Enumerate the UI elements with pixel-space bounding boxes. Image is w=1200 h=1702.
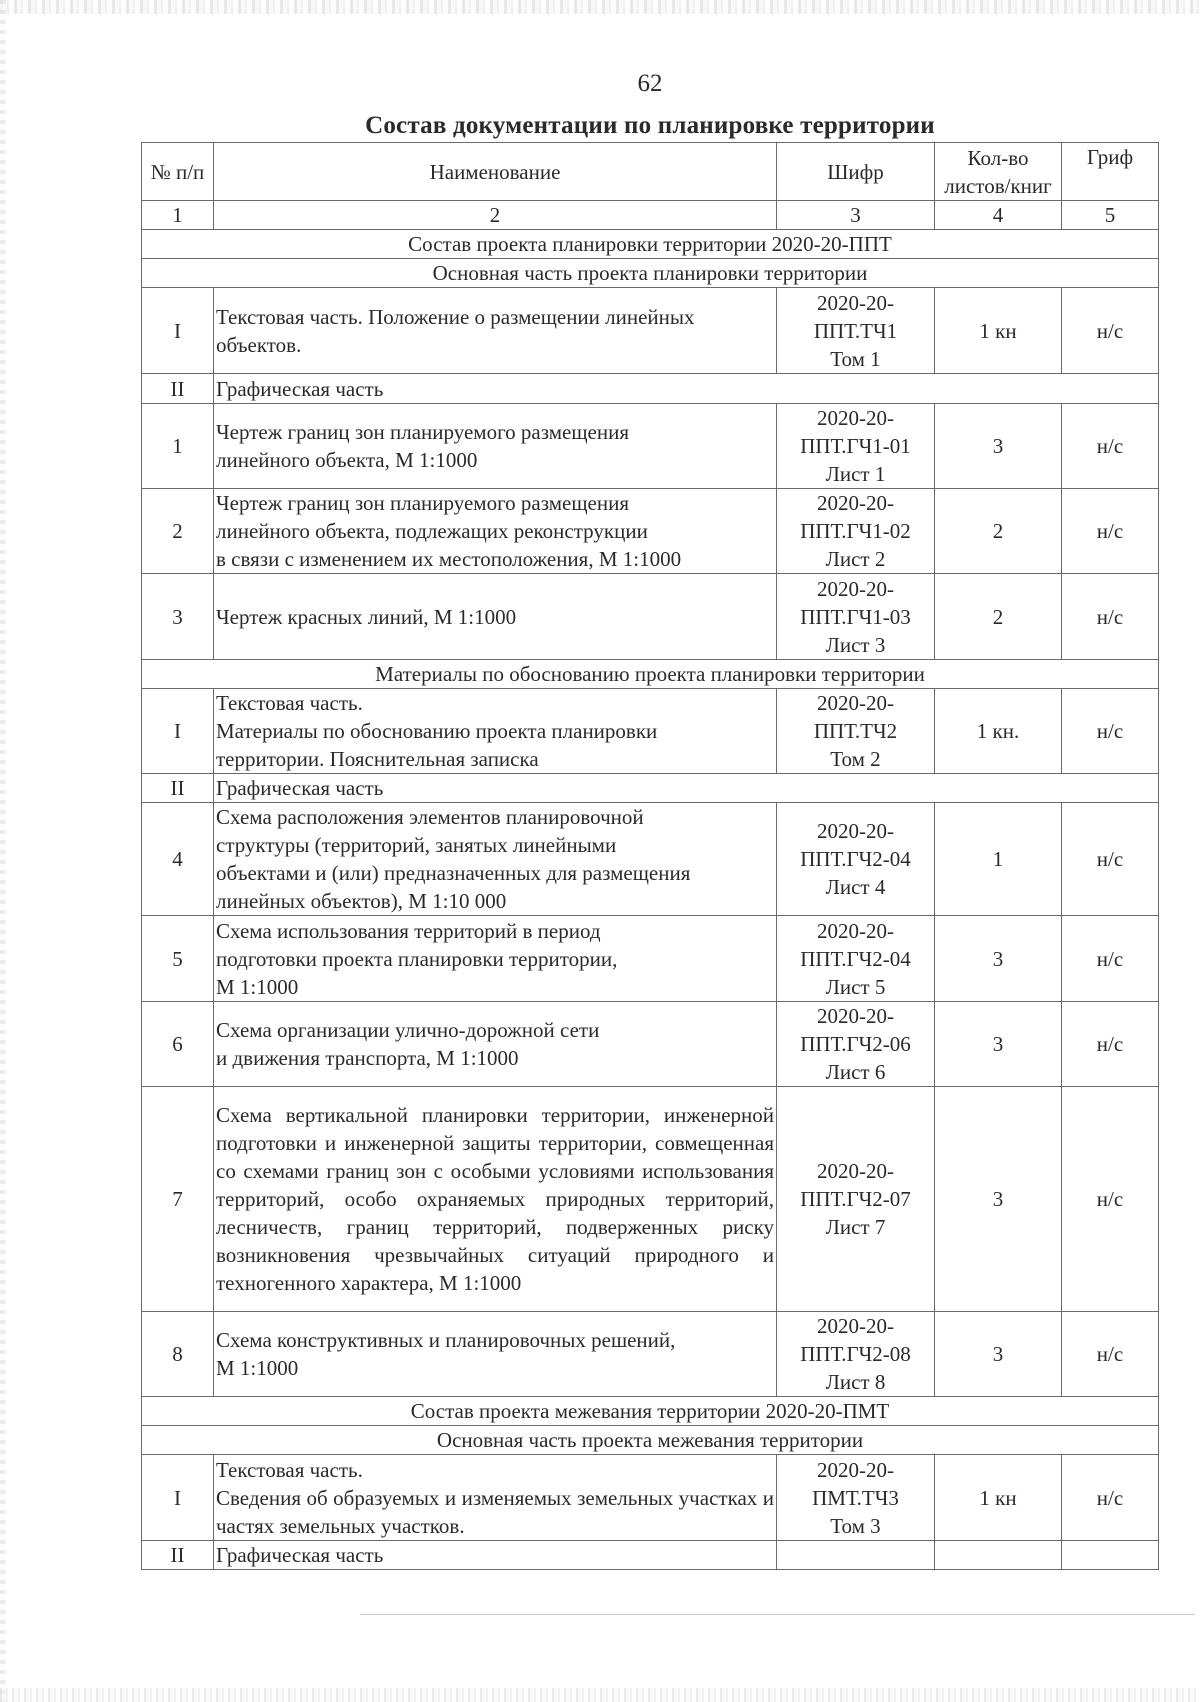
row-num: II [142, 374, 214, 404]
row-num: 8 [142, 1312, 214, 1397]
table-header [142, 143, 1159, 230]
row-grif: н/с [1062, 404, 1159, 489]
document-title: Состав документации по планировке территории [365, 112, 935, 139]
table-row [142, 1087, 1159, 1312]
row-qty: 3 [935, 916, 1062, 1002]
row-grif: н/с [1062, 916, 1159, 1002]
row-name: Схема организации улично-дорожной сети и движения транспорта, М 1:1000 [214, 1002, 777, 1087]
empty-cell [777, 1541, 935, 1570]
row-name: Схема использования территорий в период подготовки проекта планировки территории, М 1:1000 [214, 916, 777, 1002]
row-name: Чертеж красных линий, М 1:1000 [214, 574, 777, 660]
graphic-part-label: Графическая часть [214, 774, 1159, 803]
section-title-ppt: Состав проекта планировки территории 2020-20-ППТ [142, 230, 1159, 259]
table-row [142, 803, 1159, 916]
subsection-title-ppt-justification: Материалы по обоснованию проекта планировки территории [142, 660, 1159, 689]
row-code: 2020-20- ППТ.ГЧ1-03 Лист 3 [777, 574, 935, 660]
row-name: Текстовая часть. Положение о размещении линейных объектов. [214, 288, 777, 374]
scan-line-bottom [360, 1614, 1195, 1615]
row-qty: 2 [935, 574, 1062, 660]
subsection-row [142, 259, 1159, 288]
row-num: I [142, 689, 214, 774]
row-name: Текстовая часть. Сведения об образуемых и изменяемых земельных участках и частях земельных участков. [214, 1455, 777, 1541]
table-body [142, 230, 1159, 1570]
row-code: 2020-20- ППТ.ГЧ2-08 Лист 8 [777, 1312, 935, 1397]
row-grif: н/с [1062, 1455, 1159, 1541]
row-name: Схема конструктивных и планировочных решений, М 1:1000 [214, 1312, 777, 1397]
row-qty: 3 [935, 1312, 1062, 1397]
row-qty: 1 кн [935, 1455, 1062, 1541]
subsection-row [142, 1426, 1159, 1455]
row-code: 2020-20- ППТ.ГЧ2-04 Лист 5 [777, 916, 935, 1002]
column-number: 1 [142, 201, 214, 230]
row-num: I [142, 288, 214, 374]
table-row [142, 689, 1159, 774]
scan-edge-left [0, 0, 6, 1702]
row-code: 2020-20- ППТ.ГЧ2-07 Лист 7 [777, 1087, 935, 1312]
column-number: 4 [935, 201, 1062, 230]
table-row [142, 288, 1159, 374]
section-title-pmt: Состав проекта межевания территории 2020-20-ПМТ [142, 1397, 1159, 1426]
graphic-part-row [142, 374, 1159, 404]
table-row [142, 916, 1159, 1002]
row-name: Схема расположения элементов планировочной структуры (территорий, занятых линейными объектами и (или) предназначенных для размещения линейных объектов), М 1:10 000 [214, 803, 777, 916]
row-name: Текстовая часть. Материалы по обоснованию проекта планировки территории. Пояснительная записка [214, 689, 777, 774]
graphic-part-label: Графическая часть [214, 374, 1159, 404]
row-qty: 2 [935, 489, 1062, 574]
row-qty: 3 [935, 404, 1062, 489]
row-num: 4 [142, 803, 214, 916]
row-name: Схема вертикальной планировки территории, инженерной подготовки и инженерной защиты территории, совмещенная со схемами границ зон с особыми условиями использования территорий, особо охраняемых природных территорий, лесничеств, границ территорий, подверженных риску возникновения чрезвычайных ситуаций природного и техногенного характера, М 1:1000 [214, 1087, 777, 1312]
page-number: 62 [637, 70, 663, 97]
row-num: 2 [142, 489, 214, 574]
table-row [142, 404, 1159, 489]
row-num: 7 [142, 1087, 214, 1312]
table-row [142, 1002, 1159, 1087]
row-qty: 1 кн. [935, 689, 1062, 774]
row-code: 2020-20- ППТ.ГЧ1-01 Лист 1 [777, 404, 935, 489]
row-num: I [142, 1455, 214, 1541]
subsection-title-ppt-main: Основная часть проекта планировки территории [142, 259, 1159, 288]
row-num: 1 [142, 404, 214, 489]
row-grif: н/с [1062, 574, 1159, 660]
row-qty: 3 [935, 1002, 1062, 1087]
table-row [142, 1312, 1159, 1397]
row-code: 2020-20- ППТ.ГЧ2-04 Лист 4 [777, 803, 935, 916]
row-num: 5 [142, 916, 214, 1002]
row-code: 2020-20- ППТ.ГЧ2-06 Лист 6 [777, 1002, 935, 1087]
row-num: 6 [142, 1002, 214, 1087]
header-name: Наименование [214, 143, 777, 201]
row-name: Чертеж границ зон планируемого размещения линейного объекта, подлежащих реконструкции в связи с изменением их местоположения, М 1:1000 [214, 489, 777, 574]
scan-edge-top [0, 0, 1200, 14]
documentation-table [141, 142, 1159, 1570]
subsection-row [142, 660, 1159, 689]
empty-cell [935, 1541, 1062, 1570]
column-number: 3 [777, 201, 935, 230]
graphic-part-label: Графическая часть [214, 1541, 777, 1570]
row-grif: н/с [1062, 1002, 1159, 1087]
row-grif: н/с [1062, 489, 1159, 574]
graphic-part-row [142, 1541, 1159, 1570]
row-name: Чертеж границ зон планируемого размещения линейного объекта, М 1:1000 [214, 404, 777, 489]
row-num: II [142, 774, 214, 803]
row-code: 2020-20- ППТ.ТЧ1 Том 1 [777, 288, 935, 374]
row-grif: н/с [1062, 803, 1159, 916]
row-code: 2020-20- ППТ.ТЧ2 Том 2 [777, 689, 935, 774]
table-row [142, 489, 1159, 574]
section-row [142, 230, 1159, 259]
row-grif: н/с [1062, 689, 1159, 774]
row-grif: н/с [1062, 288, 1159, 374]
empty-cell [1062, 1541, 1159, 1570]
header-qty: Кол-во листов/книг [935, 143, 1062, 201]
row-num: II [142, 1541, 214, 1570]
row-code: 2020-20- ПМТ.ТЧ3 Том 3 [777, 1455, 935, 1541]
row-grif: н/с [1062, 1087, 1159, 1312]
header-grif: Гриф [1062, 143, 1159, 201]
header-num: № п/п [142, 143, 214, 201]
subsection-title-pmt-main: Основная часть проекта межевания территории [142, 1426, 1159, 1455]
column-number: 2 [214, 201, 777, 230]
column-number-row [142, 201, 1159, 230]
graphic-part-row [142, 774, 1159, 803]
table-row [142, 574, 1159, 660]
row-grif: н/с [1062, 1312, 1159, 1397]
row-code: 2020-20- ППТ.ГЧ1-02 Лист 2 [777, 489, 935, 574]
section-row [142, 1397, 1159, 1426]
row-qty: 3 [935, 1087, 1062, 1312]
row-qty: 1 [935, 803, 1062, 916]
row-num: 3 [142, 574, 214, 660]
column-number: 5 [1062, 201, 1159, 230]
scan-edge-bottom [0, 1688, 1200, 1702]
header-code: Шифр [777, 143, 935, 201]
header-row [142, 143, 1159, 201]
table-row [142, 1455, 1159, 1541]
row-qty: 1 кн [935, 288, 1062, 374]
